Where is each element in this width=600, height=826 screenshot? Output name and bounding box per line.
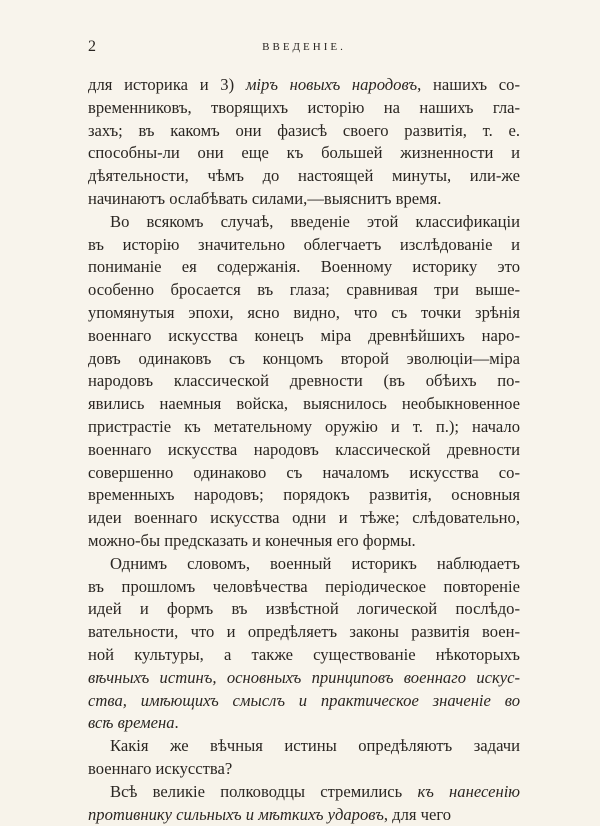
italic-text: вѣчныхъ истинъ, основныхъ принциповъ военнаго искус- [88,668,520,687]
text-run: упомянутыя эпохи, ясно видно, что съ точки зрѣнія [88,303,520,322]
text-run: военнаго искусства народовъ классической древности [88,440,520,459]
text-line [88,74,520,97]
text-run: особенно бросается въ глаза; сравнивая три выше- [88,280,520,299]
text-line [88,370,520,393]
italic-text: міръ новыхъ народовъ [246,75,417,94]
text-run: пониманіе ея содержанія. Военному историку это [88,257,520,276]
text-run: временниковъ, творящихъ исторію на нашихъ гла- [88,98,520,117]
text-line [88,598,520,621]
italic-text: ства, имѣющихъ смыслъ и практическое значеніе во [88,691,520,710]
text-line [88,758,520,781]
paragraph [88,553,520,735]
page-number: 2 [88,38,96,56]
text-line [88,644,520,667]
text-run: народовъ классической древности (въ обѣихъ по- [88,371,520,390]
text-line [88,279,520,302]
text-run: Какія же вѣчныя истины опредѣляютъ задачи [110,736,520,755]
paragraph [88,211,520,553]
text-line [88,621,520,644]
text-run: для историка и 3) [88,75,246,94]
text-line [88,553,520,576]
body-text [88,74,520,826]
text-line [88,576,520,599]
text-line [88,211,520,234]
text-run: въ прошломъ человѣчества періодическое повтореніе [88,577,520,596]
text-line [88,120,520,143]
text-line [88,393,520,416]
text-run: военнаго искусства? [88,759,232,778]
text-run: довъ одинаковъ съ концомъ второй эволюціи—міра [88,349,520,368]
text-run: пристрастіе къ метательному оружію и т. п.); начало [88,417,520,436]
running-head: ВВЕДЕНІЕ. [88,41,520,53]
text-run: дѣятельности, чѣмъ до настоящей минуты, или-же [88,166,520,185]
text-run: временныхъ народовъ; порядокъ развитія, основныя [88,485,520,504]
text-run: можно-бы предсказать и конечныя его формы. [88,531,416,550]
paragraph [88,735,520,781]
text-line [88,530,520,553]
text-run: начинаютъ ослабѣвать силами,—выяснитъ время. [88,189,441,208]
text-run: Всѣ великіе полководцы стремились [110,782,417,801]
text-line [88,165,520,188]
text-line [88,735,520,758]
text-run: въ исторію значительно облегчаетъ изслѣдованіе и [88,235,520,254]
text-run: совершенно одинаково съ началомъ искусства со- [88,463,520,482]
text-run: способны-ли они еще къ большей жизненности и [88,143,520,162]
text-run: ной культуры, а также существованіе нѣкоторыхъ [88,645,520,664]
text-line [88,507,520,530]
page-header [88,38,520,58]
paragraph [88,74,520,211]
text-run: явились наемныя войска, выяснилось необыкновенное [88,394,520,413]
text-run: вательности, что и опредѣляетъ законы развитія воен- [88,622,520,641]
text-run: идей и формъ въ извѣстной логической послѣдо- [88,599,520,618]
text-run: , нашихъ со- [417,75,520,94]
text-line [88,234,520,257]
text-line [88,781,520,804]
italic-text: къ нанесенію [417,782,520,801]
text-line [88,416,520,439]
text-line [88,712,520,735]
text-run: идеи военнаго искусства одни и тѣже; слѣдовательно, [88,508,520,527]
text-line [88,804,520,826]
text-run: . [175,713,179,732]
text-run: Однимъ словомъ, военный историкъ наблюдаетъ [110,554,520,573]
text-run: военнаго искусства конецъ міра древнѣйшихъ наро- [88,326,520,345]
text-run: , для чего [384,805,451,824]
text-line [88,302,520,325]
text-line [88,256,520,279]
text-line [88,142,520,165]
text-line [88,188,520,211]
text-line [88,439,520,462]
text-line [88,97,520,120]
text-run: Во всякомъ случаѣ, введеніе этой классификаціи [110,212,520,231]
text-line [88,462,520,485]
italic-text: противнику сильныхъ и мѣткихъ ударовъ [88,805,384,824]
text-line [88,325,520,348]
italic-text: всѣ времена [88,713,175,732]
text-line [88,690,520,713]
paragraph [88,781,520,826]
text-run: захъ; въ какомъ они фазисѣ своего развитія, т. е. [88,121,520,140]
text-line [88,484,520,507]
text-line [88,667,520,690]
text-line [88,348,520,371]
